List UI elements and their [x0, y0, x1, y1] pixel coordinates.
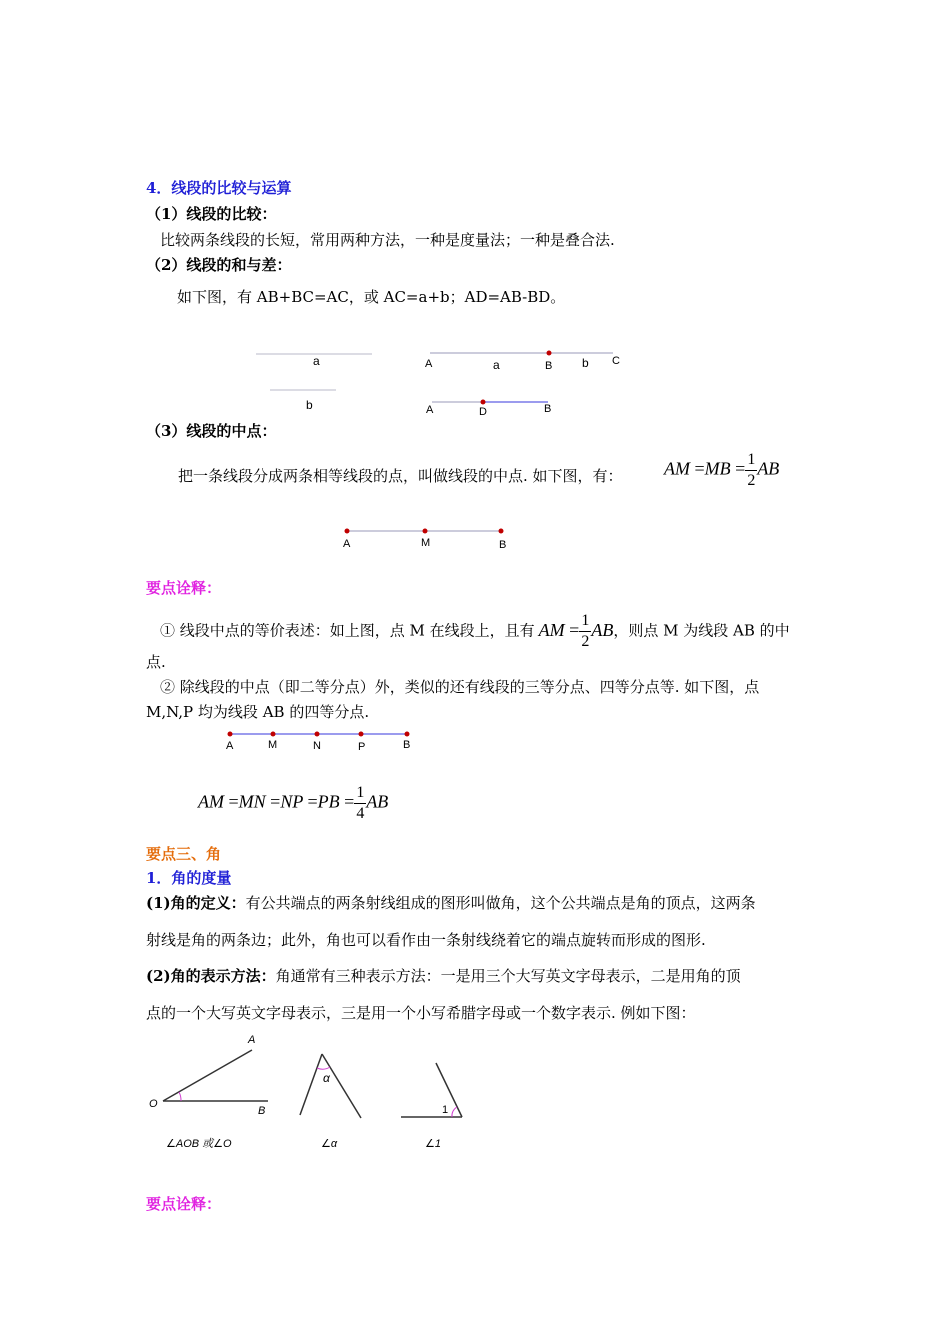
sub1-title: （1）线段的比较： — [146, 205, 277, 223]
note1-line2: 点. — [146, 653, 166, 671]
q-label-N: N — [313, 740, 321, 752]
caption-alpha: ∠α — [321, 1138, 338, 1150]
angle-rep-line2: 点的一个大写英文字母表示，三是用一个小写希腊字母或一个数字表示. 例如下图： — [146, 1004, 696, 1022]
angle-def-line1: (1)角的定义：有公共端点的两条射线组成的图形叫做角，这个公共端点是角的顶点，这两条 — [146, 894, 756, 912]
label-B-top: B — [545, 360, 553, 372]
sub3-title: （3）线段的中点： — [146, 422, 277, 440]
sub2-title: （2）线段的和与差： — [146, 256, 292, 274]
caption-1: ∠1 — [425, 1138, 441, 1150]
label-A-top: A — [425, 358, 433, 370]
section-angle-title: 要点三、角 — [146, 845, 222, 863]
mid-label-B: B — [499, 539, 507, 551]
q-label-A: A — [226, 740, 234, 752]
note2-line2: M,N,P 均为线段 AB 的四等分点. — [146, 703, 370, 721]
section-4-title: 4．线段的比较与运算 — [146, 179, 292, 197]
label-D: D — [479, 406, 487, 418]
angle-measure-title: 1．角的度量 — [146, 869, 232, 887]
label-a: a — [313, 354, 320, 368]
midpoint-equation: AM =MB = $\frac{1}{2}$ AB — [664, 451, 780, 489]
label-b: b — [306, 398, 313, 412]
mid-label-M: M — [421, 537, 431, 549]
angle-def-line2: 射线是角的两条边；此外，角也可以看作由一条射线绕着它的端点旋转而形成的图形. — [146, 931, 706, 949]
angle-label-A: A — [248, 1034, 256, 1046]
midpoint-figure — [335, 522, 525, 552]
mid-label-A: A — [343, 538, 351, 550]
label-A-bottom: A — [426, 404, 434, 416]
angle-label-B: B — [258, 1105, 266, 1117]
angle-label-O: O — [149, 1098, 158, 1110]
note2-line1: ② 除线段的中点（即二等分点）外，类似的还有线段的三等分点、四等分点等. 如下图，点 — [160, 678, 760, 696]
angle-rep-line1: (2)角的表示方法：角通常有三种表示方法：一是用三个大写英文字母表示，二是用角的顶 — [146, 967, 741, 985]
sub2-text: 如下图，有 AB+BC=AC，或 AC=a+b；AD=AB-BD。 — [177, 288, 566, 306]
sub3-text: 把一条线段分成两条相等线段的点，叫做线段的中点. 如下图，有： — [178, 467, 623, 485]
label-a-top: a — [493, 358, 500, 372]
label-b-top: b — [582, 356, 589, 370]
label-C: C — [612, 355, 620, 367]
q-label-M: M — [268, 739, 278, 751]
q-label-P: P — [358, 741, 366, 753]
angle-label-alpha: α — [323, 1071, 330, 1085]
quarter-points-figure — [220, 725, 420, 755]
quarter-equation: AM =MN =NP =PB = $\frac{1}{4}$ AB — [198, 784, 389, 822]
notes-title-1: 要点诠释： — [146, 579, 222, 597]
angle-label-1: 1 — [442, 1104, 449, 1116]
caption-aob: ∠AOB 或∠O — [166, 1138, 232, 1150]
segment-sum-figure — [250, 340, 650, 420]
note1-line1: ① 线段中点的等价表述：如上图，点 M 在线段上，且有 AM = $\frac{1}{2}$ AB，则点 M 为线段 AB 的中 — [160, 612, 790, 650]
sub1-text: 比较两条线段的长短，常用两种方法，一种是度量法；一种是叠合法. — [160, 231, 615, 249]
label-B-bottom: B — [544, 403, 552, 415]
notes-title-2: 要点诠释： — [146, 1195, 222, 1213]
angle-figures — [140, 1030, 480, 1160]
q-label-B: B — [403, 739, 411, 751]
